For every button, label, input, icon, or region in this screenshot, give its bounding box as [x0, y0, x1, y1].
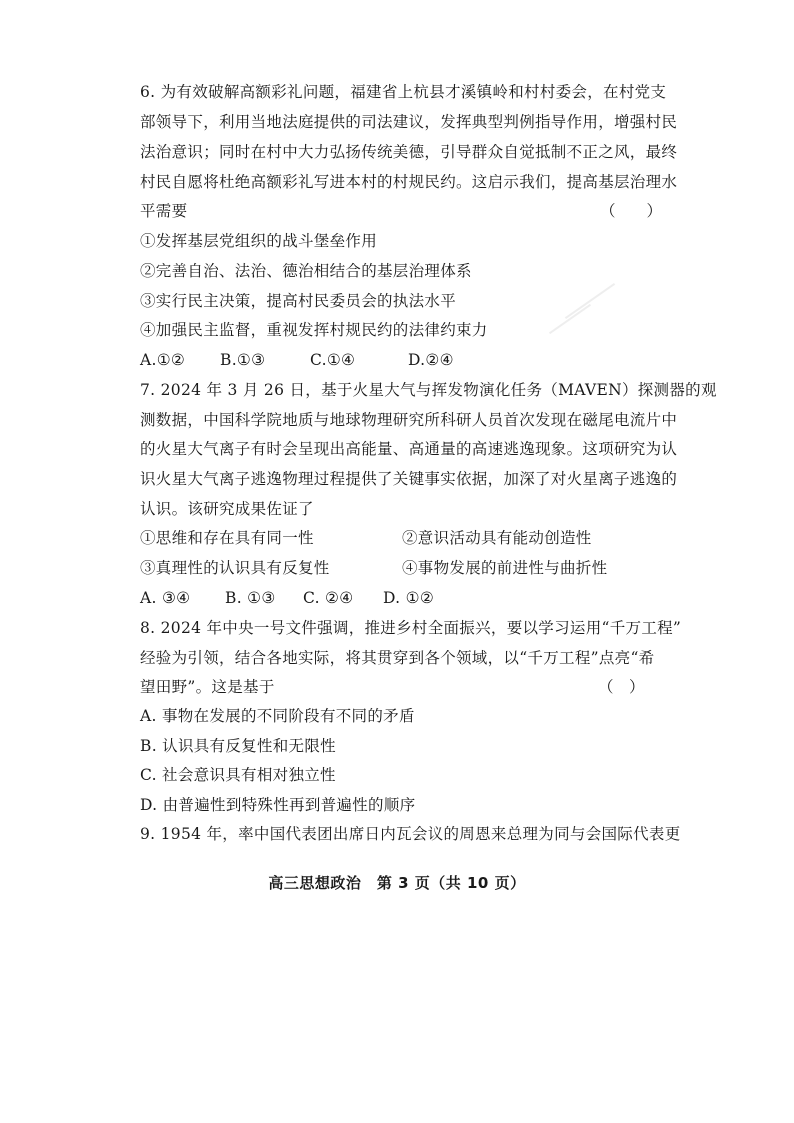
- question-8-option-b: B. 认识具有反复性和无限性: [140, 737, 336, 755]
- question-7-item-3: ③真理性的认识具有反复性: [140, 559, 330, 577]
- question-6-line-5: 平需要: [140, 202, 188, 220]
- question-6-line-3: 法治意识；同时在村中大力弘扬传统美德，引导群众自觉抵制不正之风，最终: [140, 143, 678, 161]
- question-7-items-row-2: [140, 558, 607, 578]
- question-7-options: [140, 588, 434, 608]
- question-6-item-2: ②完善自治、法治、德治相结合的基层治理体系: [140, 262, 472, 280]
- question-7-item-2: ②意识活动具有能动创造性: [402, 529, 592, 547]
- question-8-line-1: 8. 2024 年中央一号文件强调，推进乡村全面振兴，要以学习运用“千万工程”: [140, 619, 682, 637]
- question-7-item-4: ④事物发展的前进性与曲折性: [402, 559, 608, 577]
- option-b: B.①③: [220, 351, 266, 369]
- option-b: B. ①③: [225, 589, 276, 607]
- question-8-option-c: C. 社会意识具有相对独立性: [140, 766, 336, 784]
- answer-paren: （ ）: [600, 202, 663, 220]
- question-8-option-d: D. 由普遍性到特殊性再到普遍性的顺序: [140, 796, 416, 814]
- option-c: C. ②④: [303, 589, 354, 607]
- scan-artifact: [549, 304, 591, 334]
- question-6-line-2: 部领导下，利用当地法庭提供的司法建议，发挥典型判例指导作用，增强村民: [140, 113, 678, 131]
- question-7-line-5: 认识。该研究成果佐证了: [140, 500, 314, 518]
- question-7-items-row-1: [140, 528, 592, 548]
- answer-paren: （ ）: [598, 678, 645, 696]
- question-6-item-3: ③实行民主决策，提高村民委员会的执法水平: [140, 292, 457, 310]
- question-8-option-a: A. 事物在发展的不同阶段有不同的矛盾: [140, 707, 415, 725]
- option-d: D. ①②: [383, 589, 435, 607]
- question-6-line-4: 村民自愿将杜绝高额彩礼写进本村的村规民约。这启示我们，提高基层治理水: [140, 173, 678, 191]
- question-8-line-2: 经验为引领，结合各地实际，将其贯穿到各个领域，以“千万工程”点亮“希: [140, 649, 655, 667]
- question-7-item-1: ①思维和存在具有同一性: [140, 529, 314, 547]
- question-7-line-3: 的火星大气离子有时会呈现出高能量、高通量的高速逃逸现象。这项研究为认: [140, 440, 678, 458]
- question-6-item-1: ①发挥基层党组织的战斗堡垒作用: [140, 232, 378, 250]
- option-d: D.②④: [408, 351, 454, 369]
- question-9-line-1: 9. 1954 年，率中国代表团出席日内瓦会议的周恩来总理为同与会国际代表更: [140, 825, 681, 843]
- option-a: A.①②: [140, 351, 186, 369]
- question-6-line-1: 6. 为有效破解高额彩礼问题，福建省上杭县才溪镇岭和村村委会，在村党支: [140, 83, 667, 101]
- option-c: C.①④: [310, 351, 356, 369]
- scan-artifact: [565, 283, 615, 319]
- question-7-line-1: 7. 2024 年 3 月 26 日，基于火星大气与挥发物演化任务（MAVEN）探测器的观: [140, 381, 717, 399]
- option-a: A. ③④: [140, 589, 191, 607]
- question-7-line-4: 识火星大气离子逃逸物理过程提供了关键事实依据，加深了对火星离子逃逸的: [140, 470, 678, 488]
- question-7-line-2: 测数据，中国科学院地质与地球物理研究所科研人员首次发现在磁尾电流片中: [140, 411, 678, 429]
- page-footer: 高三思想政治 第 3 页（共 10 页）: [268, 874, 526, 892]
- question-6-item-4: ④加强民主监督，重视发挥村规民约的法律约束力: [140, 321, 488, 339]
- question-8-line-3: 望田野”。这是基于: [140, 678, 275, 696]
- question-6-options: [140, 350, 454, 370]
